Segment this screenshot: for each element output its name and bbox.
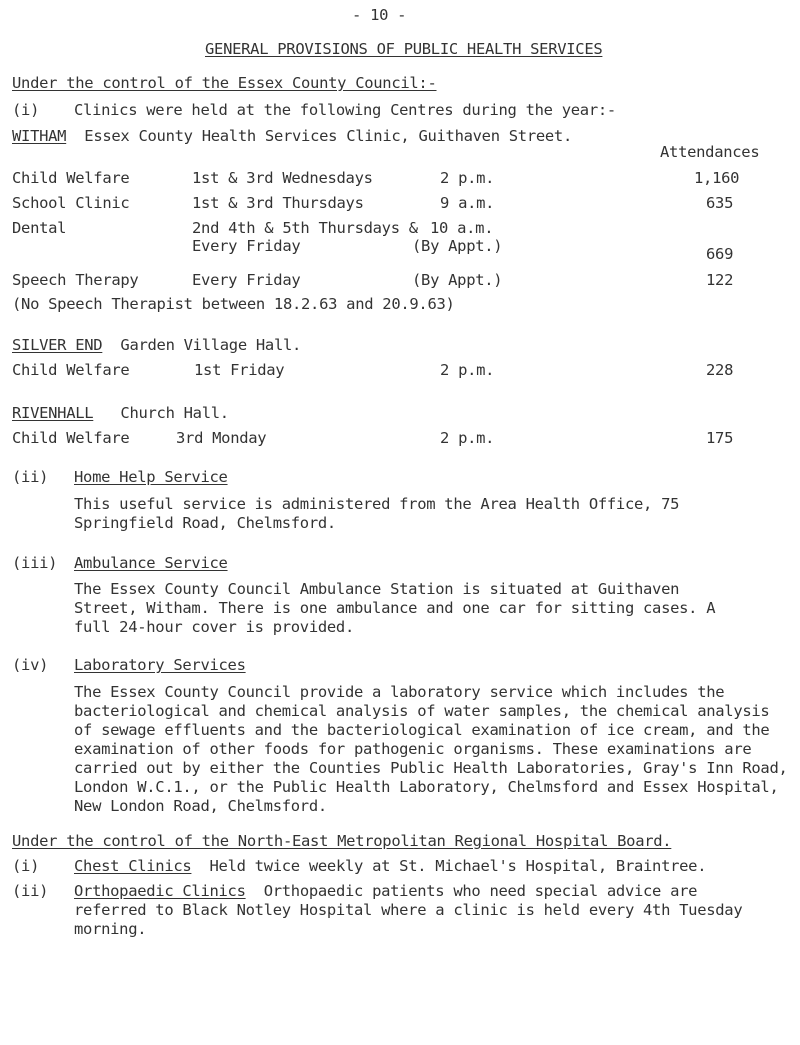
chest-title: Chest Clinics xyxy=(74,857,192,875)
ambulance-number: (iii) xyxy=(12,554,58,572)
witham-line xyxy=(12,127,572,145)
clinics-intro-number: (i) xyxy=(12,101,40,119)
attendances-header: Attendances xyxy=(660,143,760,161)
row-time: 2 p.m. xyxy=(440,429,495,447)
laboratory-number: (iv) xyxy=(12,656,49,674)
ambulance-text: The Essex County Council Ambulance Station is situated at Guithaven Street, Witham. There is one ambulance and one car for sitting cases. A full 24-hour cover is provided. xyxy=(74,580,716,636)
row-service: Child Welfare xyxy=(12,429,130,447)
home-help-number: (ii) xyxy=(12,468,49,486)
row-attendances: 175 xyxy=(706,429,734,447)
row-service: Speech Therapy xyxy=(12,271,139,289)
ortho-title: Orthopaedic Clinics xyxy=(74,882,246,900)
ambulance-title: Ambulance Service xyxy=(74,554,228,572)
rivenhall-line xyxy=(12,404,229,422)
row-days: 1st & 3rd Thursdays xyxy=(192,194,364,212)
row-time: 2 p.m. xyxy=(440,169,495,187)
row-time-2: (By Appt.) xyxy=(412,237,503,255)
chest-line xyxy=(74,857,706,875)
row-days: 2nd 4th & 5th Thursdays & xyxy=(192,219,418,237)
essex-heading: Under the control of the Essex County Council:- xyxy=(12,74,437,92)
laboratory-text: The Essex County Council provide a laboratory service which includes the bacteriological and chemical analysis of water samples, the chemical analysis of sewage effluents and the bacteriological examination of ice cream, and the examination of other foods for pathogenic organisms. These examinations are carried out by either the Counties Public Health Laboratories, Gray's Inn Road, London W.C.1., or the Public Health Laboratory, Chelmsford and Essex Hospital, New London Road, Chelmsford. xyxy=(74,683,788,815)
row-time: 9 a.m. xyxy=(440,194,495,212)
laboratory-title: Laboratory Services xyxy=(74,656,246,674)
row-attendances: 122 xyxy=(706,271,734,289)
row-days: 1st & 3rd Wednesdays xyxy=(192,169,373,187)
silver-end-line xyxy=(12,336,301,354)
row-service: School Clinic xyxy=(12,194,130,212)
ortho-number: (ii) xyxy=(12,882,49,900)
ortho-text: Orthopaedic patients who need special advice are referred to Black Notley Hospital where a clinic is held every 4th Tuesday morning. xyxy=(74,882,743,938)
page-title: GENERAL PROVISIONS OF PUBLIC HEALTH SERVICES xyxy=(205,40,603,58)
clinics-intro: Clinics were held at the following Centres during the year:- xyxy=(74,101,616,119)
row-time: 10 a.m. xyxy=(430,219,494,237)
row-service: Child Welfare xyxy=(12,169,130,187)
row-time: 2 p.m. xyxy=(440,361,495,379)
row-attendances: 669 xyxy=(706,245,734,263)
row-days-2: Every Friday xyxy=(192,237,301,255)
row-attendances: 635 xyxy=(706,194,734,212)
page-number: - 10 - xyxy=(352,6,407,24)
row-attendances: 1,160 xyxy=(694,169,740,187)
chest-text: Held twice weekly at St. Michael's Hospital, Braintree. xyxy=(209,857,707,875)
nemrhb-heading: Under the control of the North-East Metropolitan Regional Hospital Board. xyxy=(12,832,672,850)
row-days: 1st Friday xyxy=(194,361,285,379)
row-service: Dental xyxy=(12,219,67,237)
speech-note: (No Speech Therapist between 18.2.63 and 20.9.63) xyxy=(12,295,455,313)
row-service: Child Welfare xyxy=(12,361,130,379)
ortho-paragraph xyxy=(74,882,754,939)
row-days: 3rd Monday xyxy=(176,429,267,447)
witham-venue: Essex County Health Services Clinic, Guithaven Street. xyxy=(84,127,572,145)
chest-number: (i) xyxy=(12,857,40,875)
rivenhall-place: RIVENHALL xyxy=(12,404,94,422)
silver-end-place: SILVER END xyxy=(12,336,103,354)
silver-end-venue: Garden Village Hall. xyxy=(120,336,302,354)
rivenhall-venue: Church Hall. xyxy=(120,404,229,422)
home-help-title: Home Help Service xyxy=(74,468,228,486)
row-days: Every Friday xyxy=(192,271,301,289)
row-attendances: 228 xyxy=(706,361,734,379)
home-help-text: This useful service is administered from the Area Health Office, 75 Springfield Road, Chelmsford. xyxy=(74,495,680,532)
witham-place: WITHAM xyxy=(12,127,67,145)
row-time: (By Appt.) xyxy=(412,271,503,289)
